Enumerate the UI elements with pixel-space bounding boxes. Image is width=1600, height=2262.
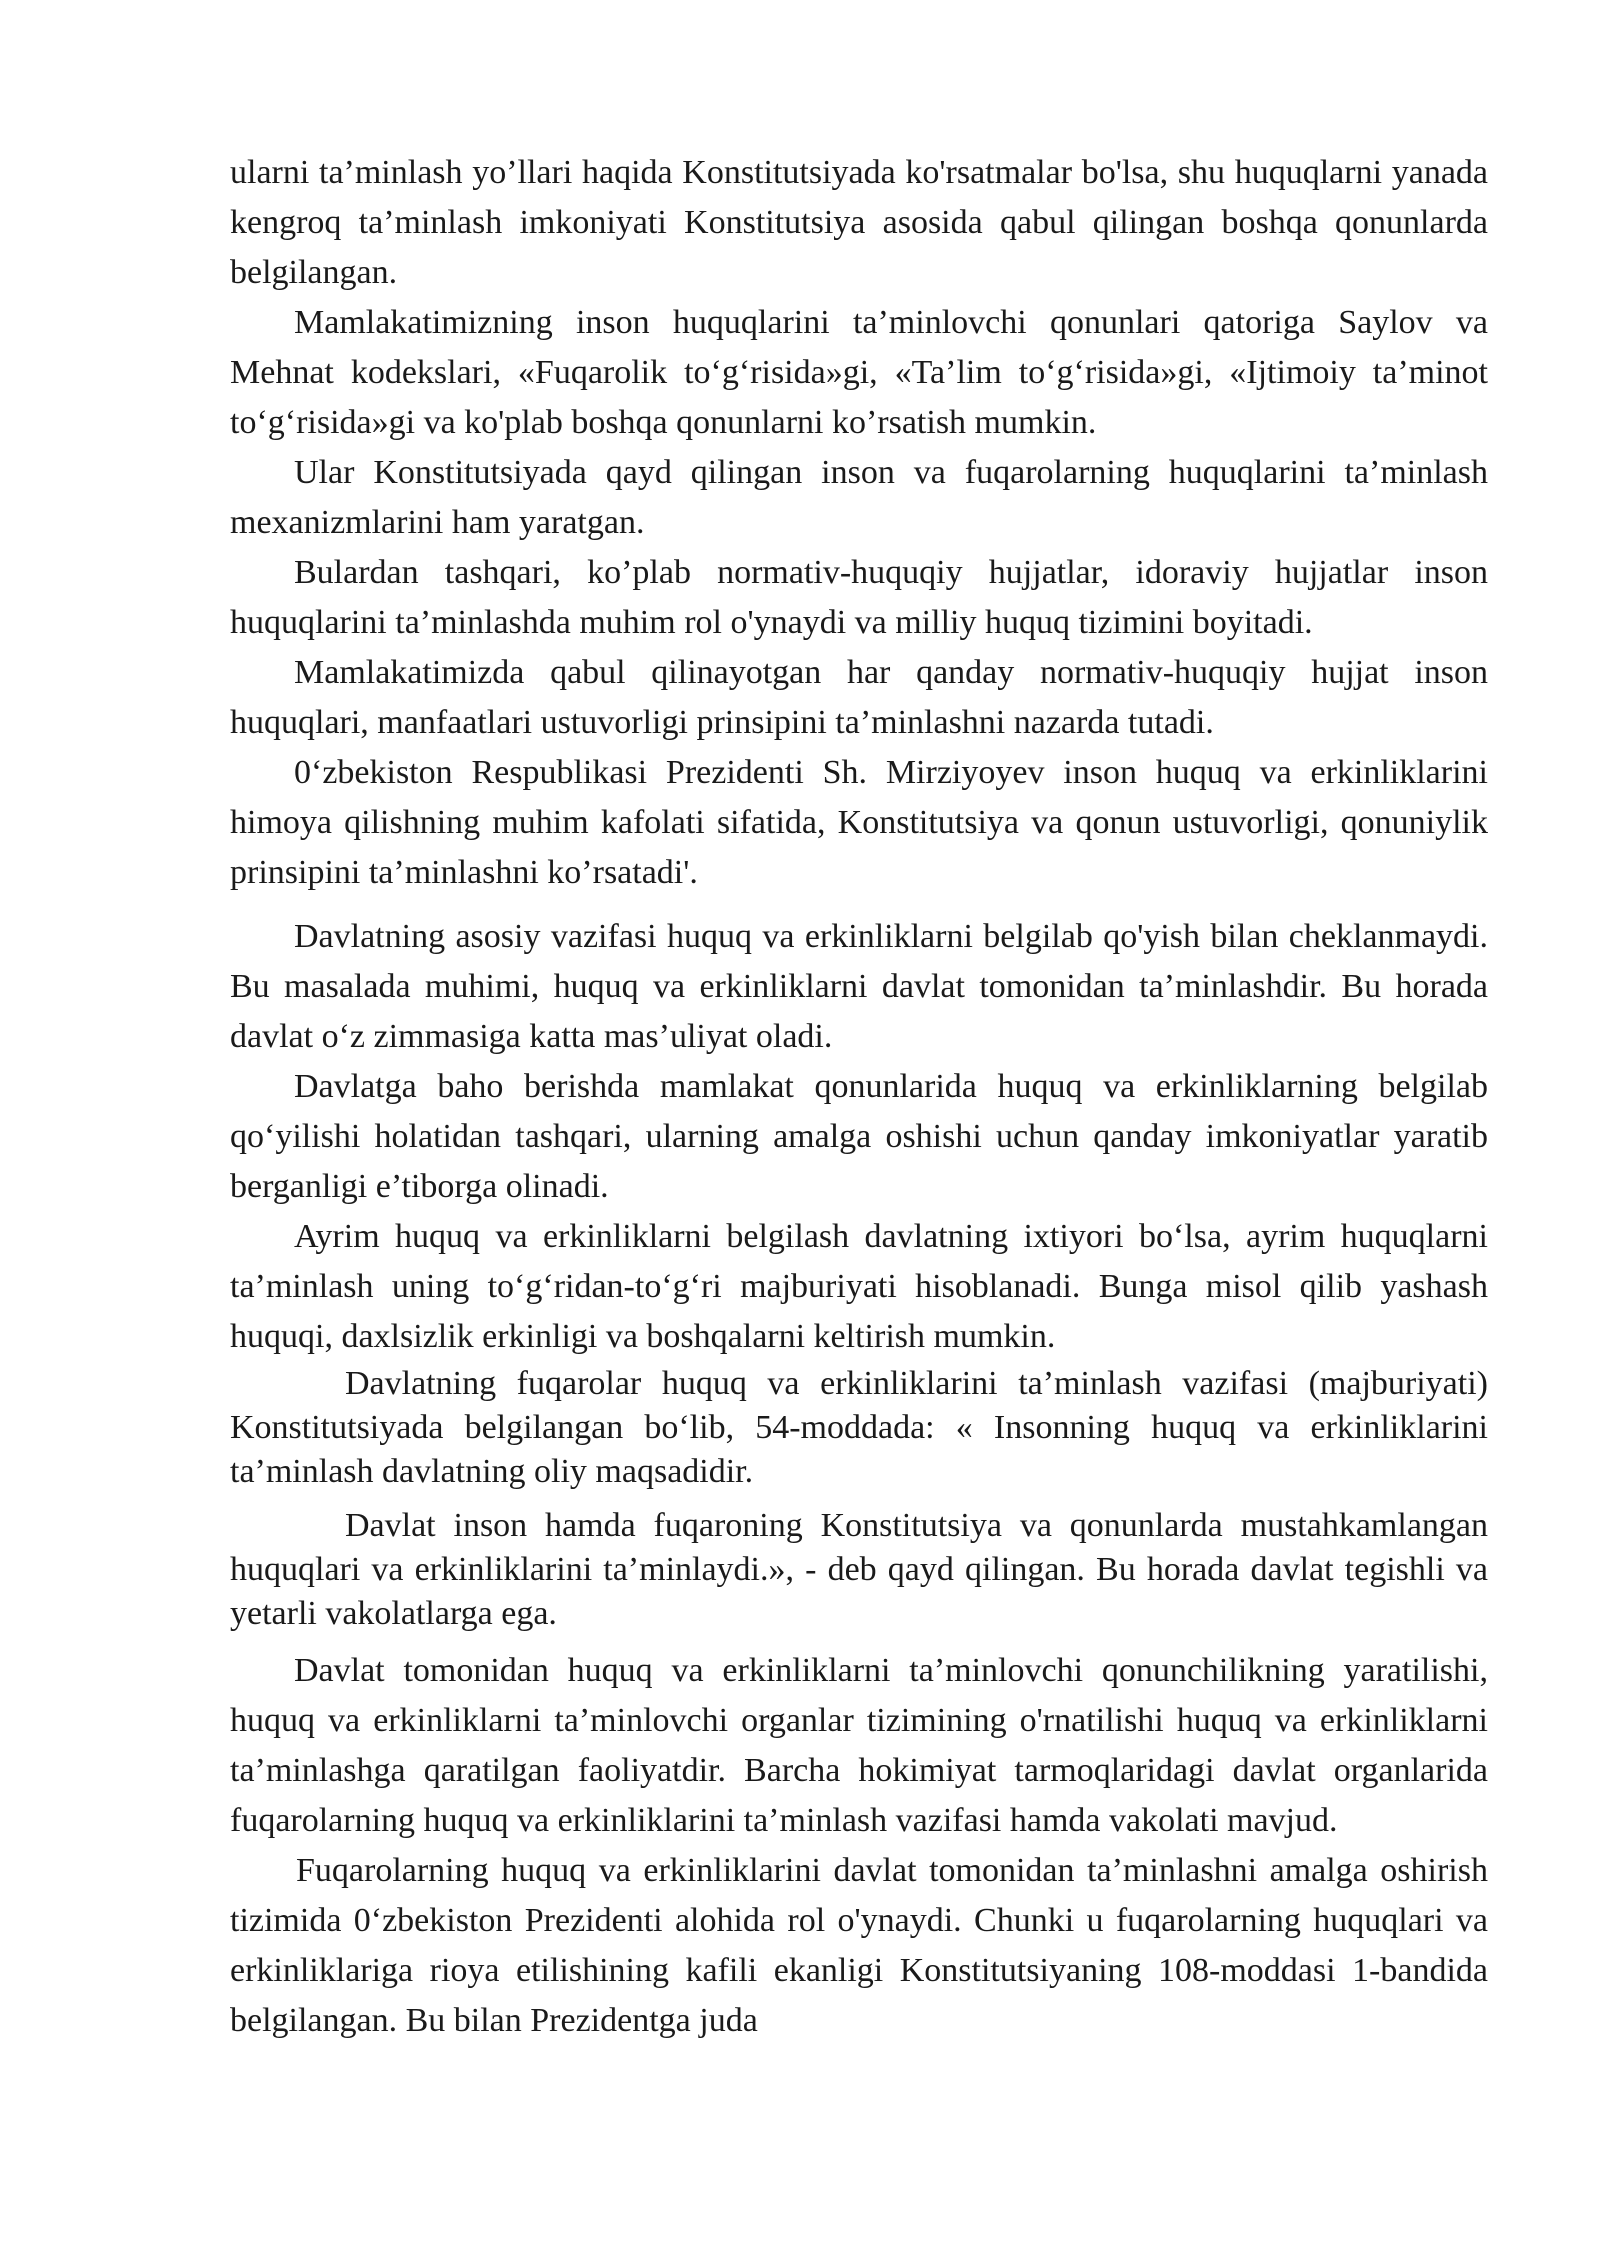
paragraph: Davlat tomonidan huquq va erkinliklarni ta’minlovchi qonunchilikning yaratilishi, huquq va erkinliklarni ta’minlovchi organlar tizimining o'rnatilishi huquq va erkinliklarni ta’minlashga qaratilgan faoliyatdir. Barcha hokimiyat tarmoqlaridagi davlat organlarida fuqarolarning huquq va erkinliklarini ta’minlash vazifasi hamda vakolati mavjud.	[230, 1652, 1488, 1839]
document-page	[230, 148, 1488, 2046]
paragraph: Bulardan tashqari, ko’plab normativ-huquqiy hujjatlar, idoraviy hujjatlar inson huquqlarini ta’minlashda muhim rol o'ynaydi va milliy huquq tizimini boyitadi.	[230, 554, 1488, 641]
paragraph: Mamlakatimizning inson huquqlarini ta’minlovchi qonunlari qatoriga Saylov va Mehnat kodekslari, «Fuqarolik to‘g‘risida»gi, «Ta’lim to‘g‘risida»gi, «Ijtimoiy ta’minot to‘g‘risida»gi va ko'plab boshqa qonunlarni ko’rsatish mumkin.	[230, 304, 1488, 441]
paragraph: Mamlakatimizda qabul qilinayotgan har qanday normativ-huquqiy hujjat inson huquqlari, manfaatlari ustuvorligi prinsipini ta’minlashni nazarda tutadi.	[230, 654, 1488, 741]
paragraph: Davlat inson hamda fuqaroning Konstitutsiya va qonunlarda mustahkamlangan huquqlari va erkinliklarini ta’minlaydi.», - deb qayd qilingan. Bu horada davlat tegishli va yetarli vakolatlarga ega.	[230, 1507, 1488, 1632]
paragraph: 0‘zbekiston Respublikasi Prezidenti Sh. Mirziyoyev inson huquq va erkinliklarini himoya qilishning muhim kafolati sifatida, Konstitutsiya va qonun ustuvorligi, qonuniylik prinsipini ta’minlashni ko’rsatadi'.	[230, 754, 1488, 891]
paragraph: Ular Konstitutsiyada qayd qilingan inson va fuqarolarning huquqlarini ta’minlash mexanizmlarini ham yaratgan.	[230, 454, 1488, 541]
paragraph: Fuqarolarning huquq va erkinliklarini davlat tomonidan ta’minlashni amalga oshirish tizimida 0‘zbekiston Prezidenti alohida rol o'ynaydi. Chunki u fuqarolarning huquqlari va erkinliklariga rioya etilishining kafili ekanligi Konstitutsiyaning 108-moddasi 1-bandida belgilangan. Bu bilan Prezidentga juda	[230, 1852, 1488, 2039]
paragraph: ularni ta’minlash yo’llari haqida Konstitutsiyada ko'rsatmalar bo'lsa, shu huquqlarni yanada kengroq ta’minlash imkoniyati Konstitutsiya asosida qabul qilingan boshqa qonunlarda belgilangan.	[230, 154, 1488, 291]
paragraph: Davlatning asosiy vazifasi huquq va erkinliklarni belgilab qo'yish bilan cheklanmaydi. Bu masalada muhimi, huquq va erkinliklarni davlat tomonidan ta’minlashdir. Bu horada davlat o‘z zimmasiga katta mas’uliyat oladi.	[230, 918, 1488, 1055]
paragraph: Ayrim huquq va erkinliklarni belgilash davlatning ixtiyori bo‘lsa, ayrim huquqlarni ta’minlash uning to‘g‘ridan-to‘g‘ri majburiyati hisoblanadi. Bunga misol qilib yashash huquqi, daxlsizlik erkinligi va boshqalarni keltirish mumkin.	[230, 1218, 1488, 1355]
paragraph: Davlatning fuqarolar huquq va erkinliklarini ta’minlash vazifasi (majburiyati) Konstitutsiyada belgilangan bo‘lib, 54-moddada: « Insonning huquq va erkinliklarini ta’minlash davlatning oliy maqsadidir.	[230, 1365, 1488, 1490]
paragraph: Davlatga baho berishda mamlakat qonunlarida huquq va erkinliklarning belgilab qo‘yilishi holatidan tashqari, ularning amalga oshishi uchun qanday imkoniyatlar yaratib berganligi e’tiborga olinadi.	[230, 1068, 1488, 1205]
